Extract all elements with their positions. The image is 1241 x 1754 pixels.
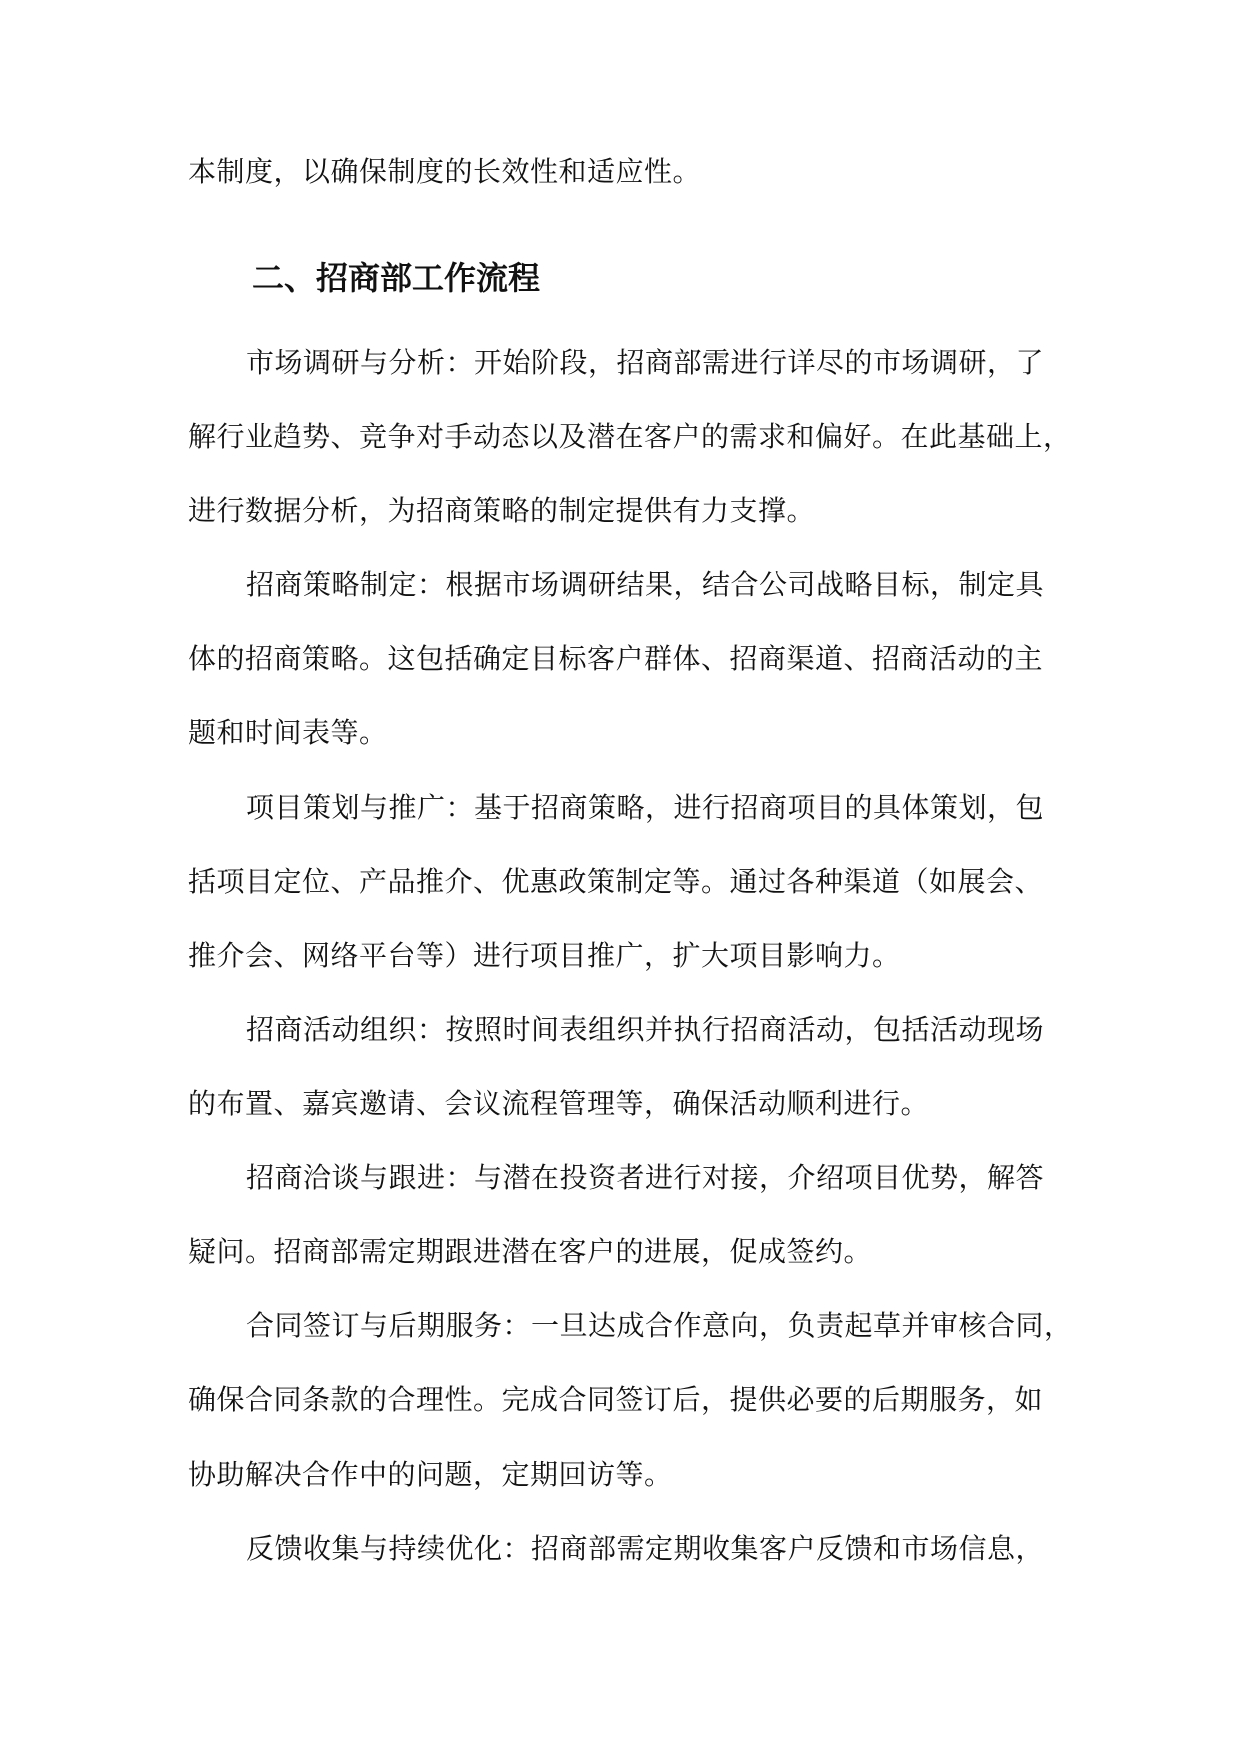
paragraph-line: 推介会、网络平台等）进行项目推广，扩大项目影响力。 xyxy=(188,939,901,972)
paragraph-line: 合同签订与后期服务：一旦达成合作意向，负责起草并审核合同， xyxy=(246,1309,1073,1342)
paragraph-line: 疑问。招商部需定期跟进潜在客户的进展，促成签约。 xyxy=(188,1235,873,1268)
paragraph-line: 体的招商策略。这包括确定目标客户群体、招商渠道、招商活动的主 xyxy=(188,642,1044,675)
paragraph-line: 招商策略制定：根据市场调研结果，结合公司战略目标，制定具 xyxy=(246,568,1045,601)
continuation-line: 本制度，以确保制度的长效性和适应性。 xyxy=(188,155,702,188)
paragraph-line: 确保合同条款的合理性。完成合同签订后，提供必要的后期服务，如 xyxy=(188,1383,1044,1416)
paragraph-line: 进行数据分析，为招商策略的制定提供有力支撑。 xyxy=(188,494,816,527)
paragraph-line: 招商活动组织：按照时间表组织并执行招商活动，包括活动现场 xyxy=(246,1013,1045,1046)
paragraph-line: 的布置、嘉宾邀请、会议流程管理等，确保活动顺利进行。 xyxy=(188,1087,930,1120)
section-heading: 二、招商部工作流程 xyxy=(252,259,541,297)
paragraph-line: 反馈收集与持续优化：招商部需定期收集客户反馈和市场信息， xyxy=(246,1532,1045,1565)
paragraph-line: 题和时间表等。 xyxy=(188,716,388,749)
paragraph-line: 解行业趋势、竞争对手动态以及潜在客户的需求和偏好。在此基础上， xyxy=(188,420,1072,453)
paragraph-line: 括项目定位、产品推介、优惠政策制定等。通过各种渠道（如展会、 xyxy=(188,865,1044,898)
paragraph-line: 招商洽谈与跟进：与潜在投资者进行对接，介绍项目优势，解答 xyxy=(246,1161,1045,1194)
paragraph-line: 项目策划与推广：基于招商策略，进行招商项目的具体策划，包 xyxy=(246,791,1045,824)
paragraph-line: 协助解决合作中的问题，定期回访等。 xyxy=(188,1458,673,1491)
paragraph-line: 市场调研与分析：开始阶段，招商部需进行详尽的市场调研，了 xyxy=(246,346,1045,379)
